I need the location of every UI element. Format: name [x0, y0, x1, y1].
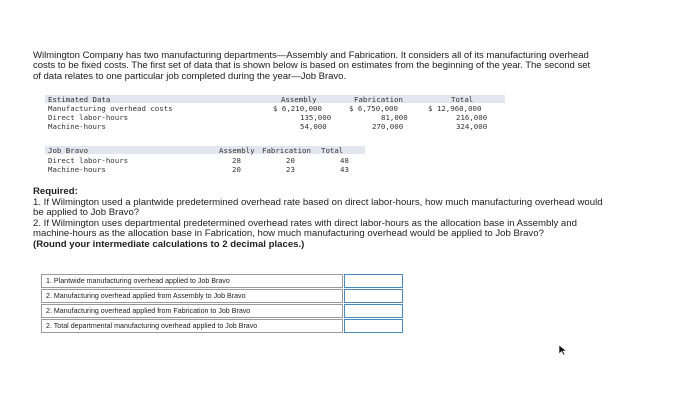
cell-value: $ 12,960,000 — [428, 104, 482, 113]
table-header-bg — [45, 95, 505, 103]
job-bravo-table — [45, 146, 365, 182]
row-label: Direct labor-hours — [48, 113, 129, 122]
table-header-assembly: Assembly — [219, 146, 255, 155]
table-header-bg — [45, 146, 365, 154]
answer-input-2[interactable] — [344, 289, 403, 303]
question-1-line-2: be applied to Job Bravo? — [33, 207, 140, 219]
cell-value: 23 — [286, 165, 295, 174]
answer-input-1[interactable] — [344, 274, 403, 288]
cell-value: 81,000 — [381, 113, 408, 122]
cell-value: 20 — [232, 165, 241, 174]
question-2-line-2: machine-hours as the allocation base in Fabrication, how much manufacturing overhead would be applied to Job Bravo? — [33, 228, 544, 240]
cell-value: $ 6,210,000 — [273, 104, 322, 113]
cell-value: 216,000 — [456, 113, 488, 122]
answer-label-3: 2. Manufacturing overhead applied from Fabrication to Job Bravo — [41, 304, 343, 318]
mouse-pointer-icon — [558, 344, 568, 356]
cell-value: 270,000 — [372, 122, 404, 131]
row-label: Machine-hours — [48, 165, 106, 174]
cell-value: 324,000 — [456, 122, 488, 131]
table-header-total: Total — [451, 95, 474, 104]
cell-value: 28 — [232, 156, 241, 165]
table-header-label: Estimated Data — [48, 95, 111, 104]
question-2-line-1: 2. If Wilmington uses departmental predetermined overhead rates with direct labor-hours as the allocation base in Assembly and — [33, 217, 577, 229]
answer-input-4[interactable] — [344, 319, 403, 333]
table-header-fabrication: Fabrication — [354, 95, 403, 104]
estimated-data-table — [45, 95, 505, 139]
cell-value: $ 6,750,000 — [349, 104, 398, 113]
cell-value: 48 — [340, 156, 349, 165]
answer-label-2: 2. Manufacturing overhead applied from Assembly to Job Bravo — [41, 289, 343, 303]
row-label: Machine-hours — [48, 122, 106, 131]
intro-line-1: Wilmington Company has two manufacturing departments—Assembly and Fabrication. It considers all of its manufacturing overhead — [33, 50, 589, 61]
required-title: Required: — [33, 186, 78, 197]
intro-line-3: of data relates to one particular job completed during the year—Job Bravo. — [33, 70, 347, 82]
table-header-assembly: Assembly — [281, 95, 317, 104]
row-label: Direct labor-hours — [48, 156, 129, 165]
question-1-line-1: 1. If Wilmington used a plantwide predetermined overhead rate based on direct labor-hours, how much manufacturing overhead would — [33, 196, 603, 208]
answer-label-1: 1. Plantwide manufacturing overhead applied to Job Bravo — [41, 274, 343, 288]
table-header-total: Total — [321, 146, 344, 155]
problem-intro — [33, 51, 673, 82]
row-label: Manufacturing overhead costs — [48, 104, 173, 113]
required-section — [33, 187, 673, 251]
cell-value: 135,000 — [300, 113, 332, 122]
table-header-fabrication: Fabrication — [262, 146, 311, 155]
intro-line-2: costs to be fixed costs. The first set of data that is shown below is based on estimates from the beginning of the year. The second set — [33, 60, 591, 72]
answer-label-4: 2. Total departmental manufacturing overhead applied to Job Bravo — [41, 319, 343, 333]
answer-input-3[interactable] — [344, 304, 403, 318]
cell-value: 20 — [286, 156, 295, 165]
rounding-note: (Round your intermediate calculations to 2 decimal places.) — [33, 238, 305, 250]
cell-value: 54,000 — [300, 122, 327, 131]
table-header-label: Job Bravo — [48, 146, 89, 155]
cell-value: 43 — [340, 165, 349, 174]
